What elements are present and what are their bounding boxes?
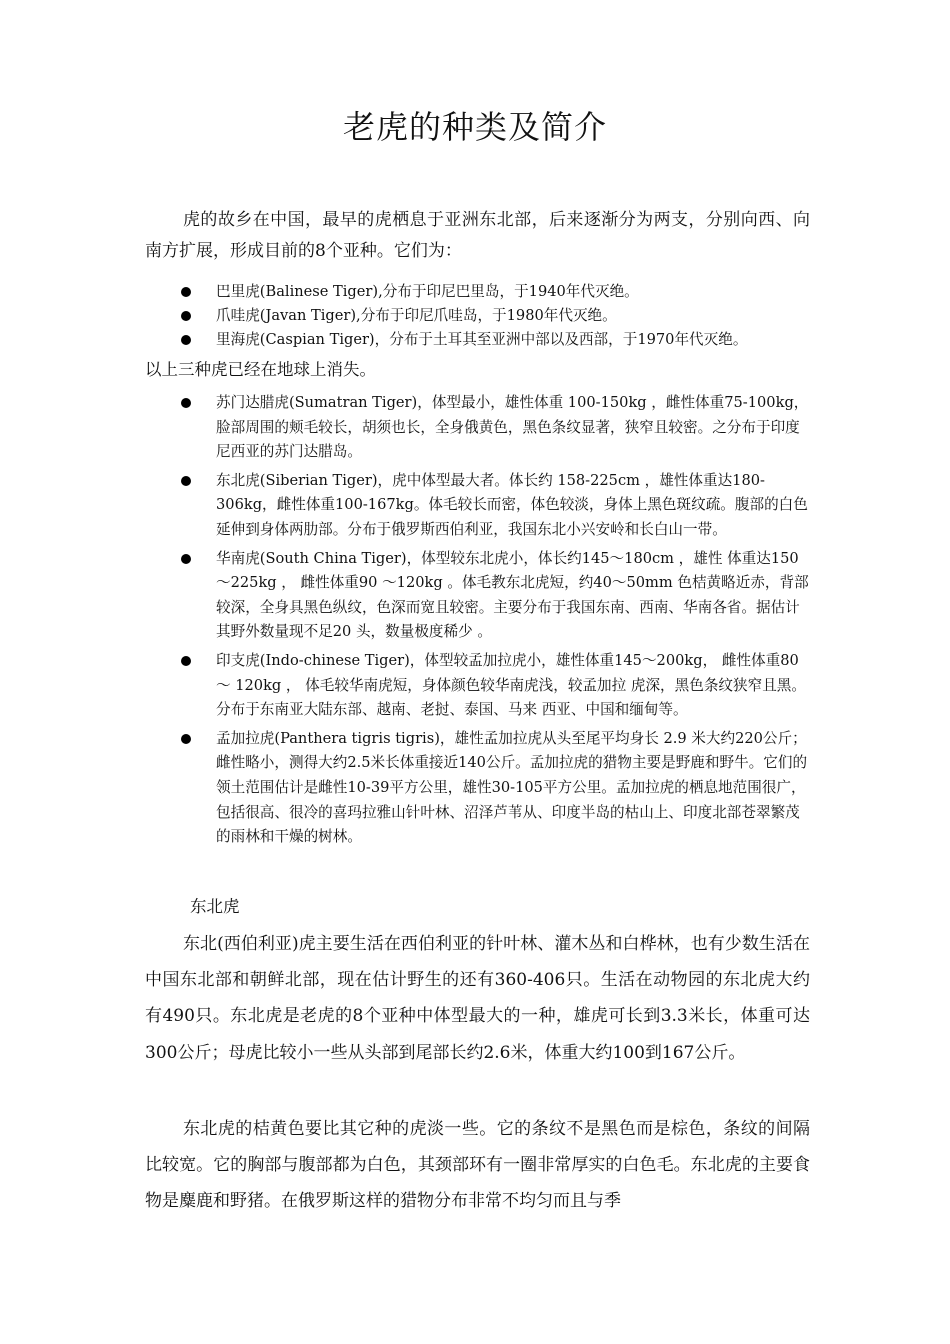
- list-item: [145, 547, 810, 645]
- list-item: [145, 727, 810, 850]
- bullet-icon: [181, 311, 191, 321]
- bullet-icon: [181, 656, 191, 666]
- bullet-icon: [181, 287, 191, 297]
- list-item-text: 印支虎(Indo-chinese Tiger)，体型较孟加拉虎小，雄性体重145～200kg， 雌性体重80 ～ 120kg ， 体毛较华南虎短，身体颜色较华南虎浅，较孟加拉 虎深，黑色条纹狭窄且黑。分布于东南亚大陆东部、越南、老挝、泰国、马来 西亚、中国和缅甸等。: [216, 651, 806, 719]
- list-item-text: 里海虎(Caspian Tiger)，分布于土耳其至亚洲中部以及西部，于1970年代灭绝。: [216, 331, 748, 348]
- list-item-text: 孟加拉虎(Panthera tigris tigris)，雄性孟加拉虎从头至尾平均身长 2.9 米大约220公斤；雌性略小，测得大约2.5米长体重接近140公斤。孟加拉虎的猎物主要是野鹿和野牛。它们的领土范围估计是雌性10-39平方公里，雄性30-105平方公里。孟加拉虎的栖息地范围很广，包括很高、很冷的喜玛拉雅山针叶林、沼泽芦苇从、印度半岛的枯山上、印度北部苍翠繁茂的雨林和干燥的树林。: [216, 729, 808, 846]
- extinct-tiger-list: [145, 280, 810, 352]
- intro-paragraph: 虎的故乡在中国，最早的虎栖息于亚洲东北部，后来逐渐分为两支，分别向西、向南方扩展，形成目前的8个亚种。它们为：: [145, 210, 810, 262]
- body-paragraph: 东北虎的桔黄色要比其它种的虎淡一些。它的条纹不是黑色而是棕色，条纹的间隔比较宽。它的胸部与腹部都为白色，其颈部环有一圈非常厚实的白色毛。东北虎的主要食物是麋鹿和野猪。在俄罗斯这样的猎物分布非常不均匀而且与季: [145, 1119, 810, 1212]
- list-item-text: 华南虎(South China Tiger)，体型较东北虎小，体长约145～180cm ，雄性 体重达150～225kg ， 雌性体重90 ～120kg 。体毛教东北虎短，约40～50mm 色桔黄略近赤，背部较深，全身具黑色纵纹，色深而宽且较密。主要分布于我国东南、西南、华南各省。据估计其野外数量现不足20 头，数量极度稀少 。: [216, 549, 809, 641]
- bullet-icon: [181, 734, 191, 744]
- bullet-icon: [181, 554, 191, 564]
- list-item: [145, 328, 810, 352]
- section-heading: 东北虎: [190, 897, 240, 916]
- list-item: [145, 469, 810, 543]
- extinct-note: 以上三种虎已经在地球上消失。: [145, 360, 376, 379]
- list-item-text: 东北虎(Siberian Tiger)，虎中体型最大者。体长约 158-225cm ，雄性体重达180-306kg，雌性体重100-167kg。体毛较长而密，体色较淡，身体上黑色斑纹疏。腹部的白色延伸到身体两肋部。分布于俄罗斯西伯利亚，我国东北小兴安岭和长白山一带。: [216, 471, 808, 538]
- body-paragraph: 东北(西伯利亚)虎主要生活在西伯利亚的针叶林、灌木丛和白桦林，也有少数生活在中国东北部和朝鲜北部，现在估计野生的还有360-406只。生活在动物园的东北虎大约有490只。东北虎是老虎的8个亚种中体型最大的一种，雄虎可长到3.3米长，体重可达300公斤；母虎比较小一些从头部到尾部长约2.6米，体重大约100到167公斤。: [145, 934, 810, 1063]
- list-item-text: 苏门达腊虎(Sumatran Tiger)，体型最小，雄性体重 100-150kg ，雌性体重75-100kg，脸部周围的颊毛较长，胡须也长，全身俄黄色，黑色条纹显著，狭窄且较密。之分布于印度尼西亚的苏门达腊岛。: [216, 394, 809, 461]
- bullet-icon: [181, 335, 191, 345]
- bullet-icon: [181, 476, 191, 486]
- page-title: 老虎的种类及简介: [342, 108, 607, 146]
- bullet-icon: [181, 398, 191, 408]
- list-item: [145, 304, 810, 328]
- list-item: [145, 391, 810, 465]
- list-item-text: 爪哇虎(Javan Tiger),分布于印尼爪哇岛，于1980年代灭绝。: [216, 307, 617, 324]
- list-item: [145, 649, 810, 723]
- list-item: [145, 280, 810, 304]
- living-tiger-list: [145, 391, 810, 854]
- list-item-text: 巴里虎(Balinese Tiger),分布于印尼巴里岛，于1940年代灭绝。: [216, 283, 639, 300]
